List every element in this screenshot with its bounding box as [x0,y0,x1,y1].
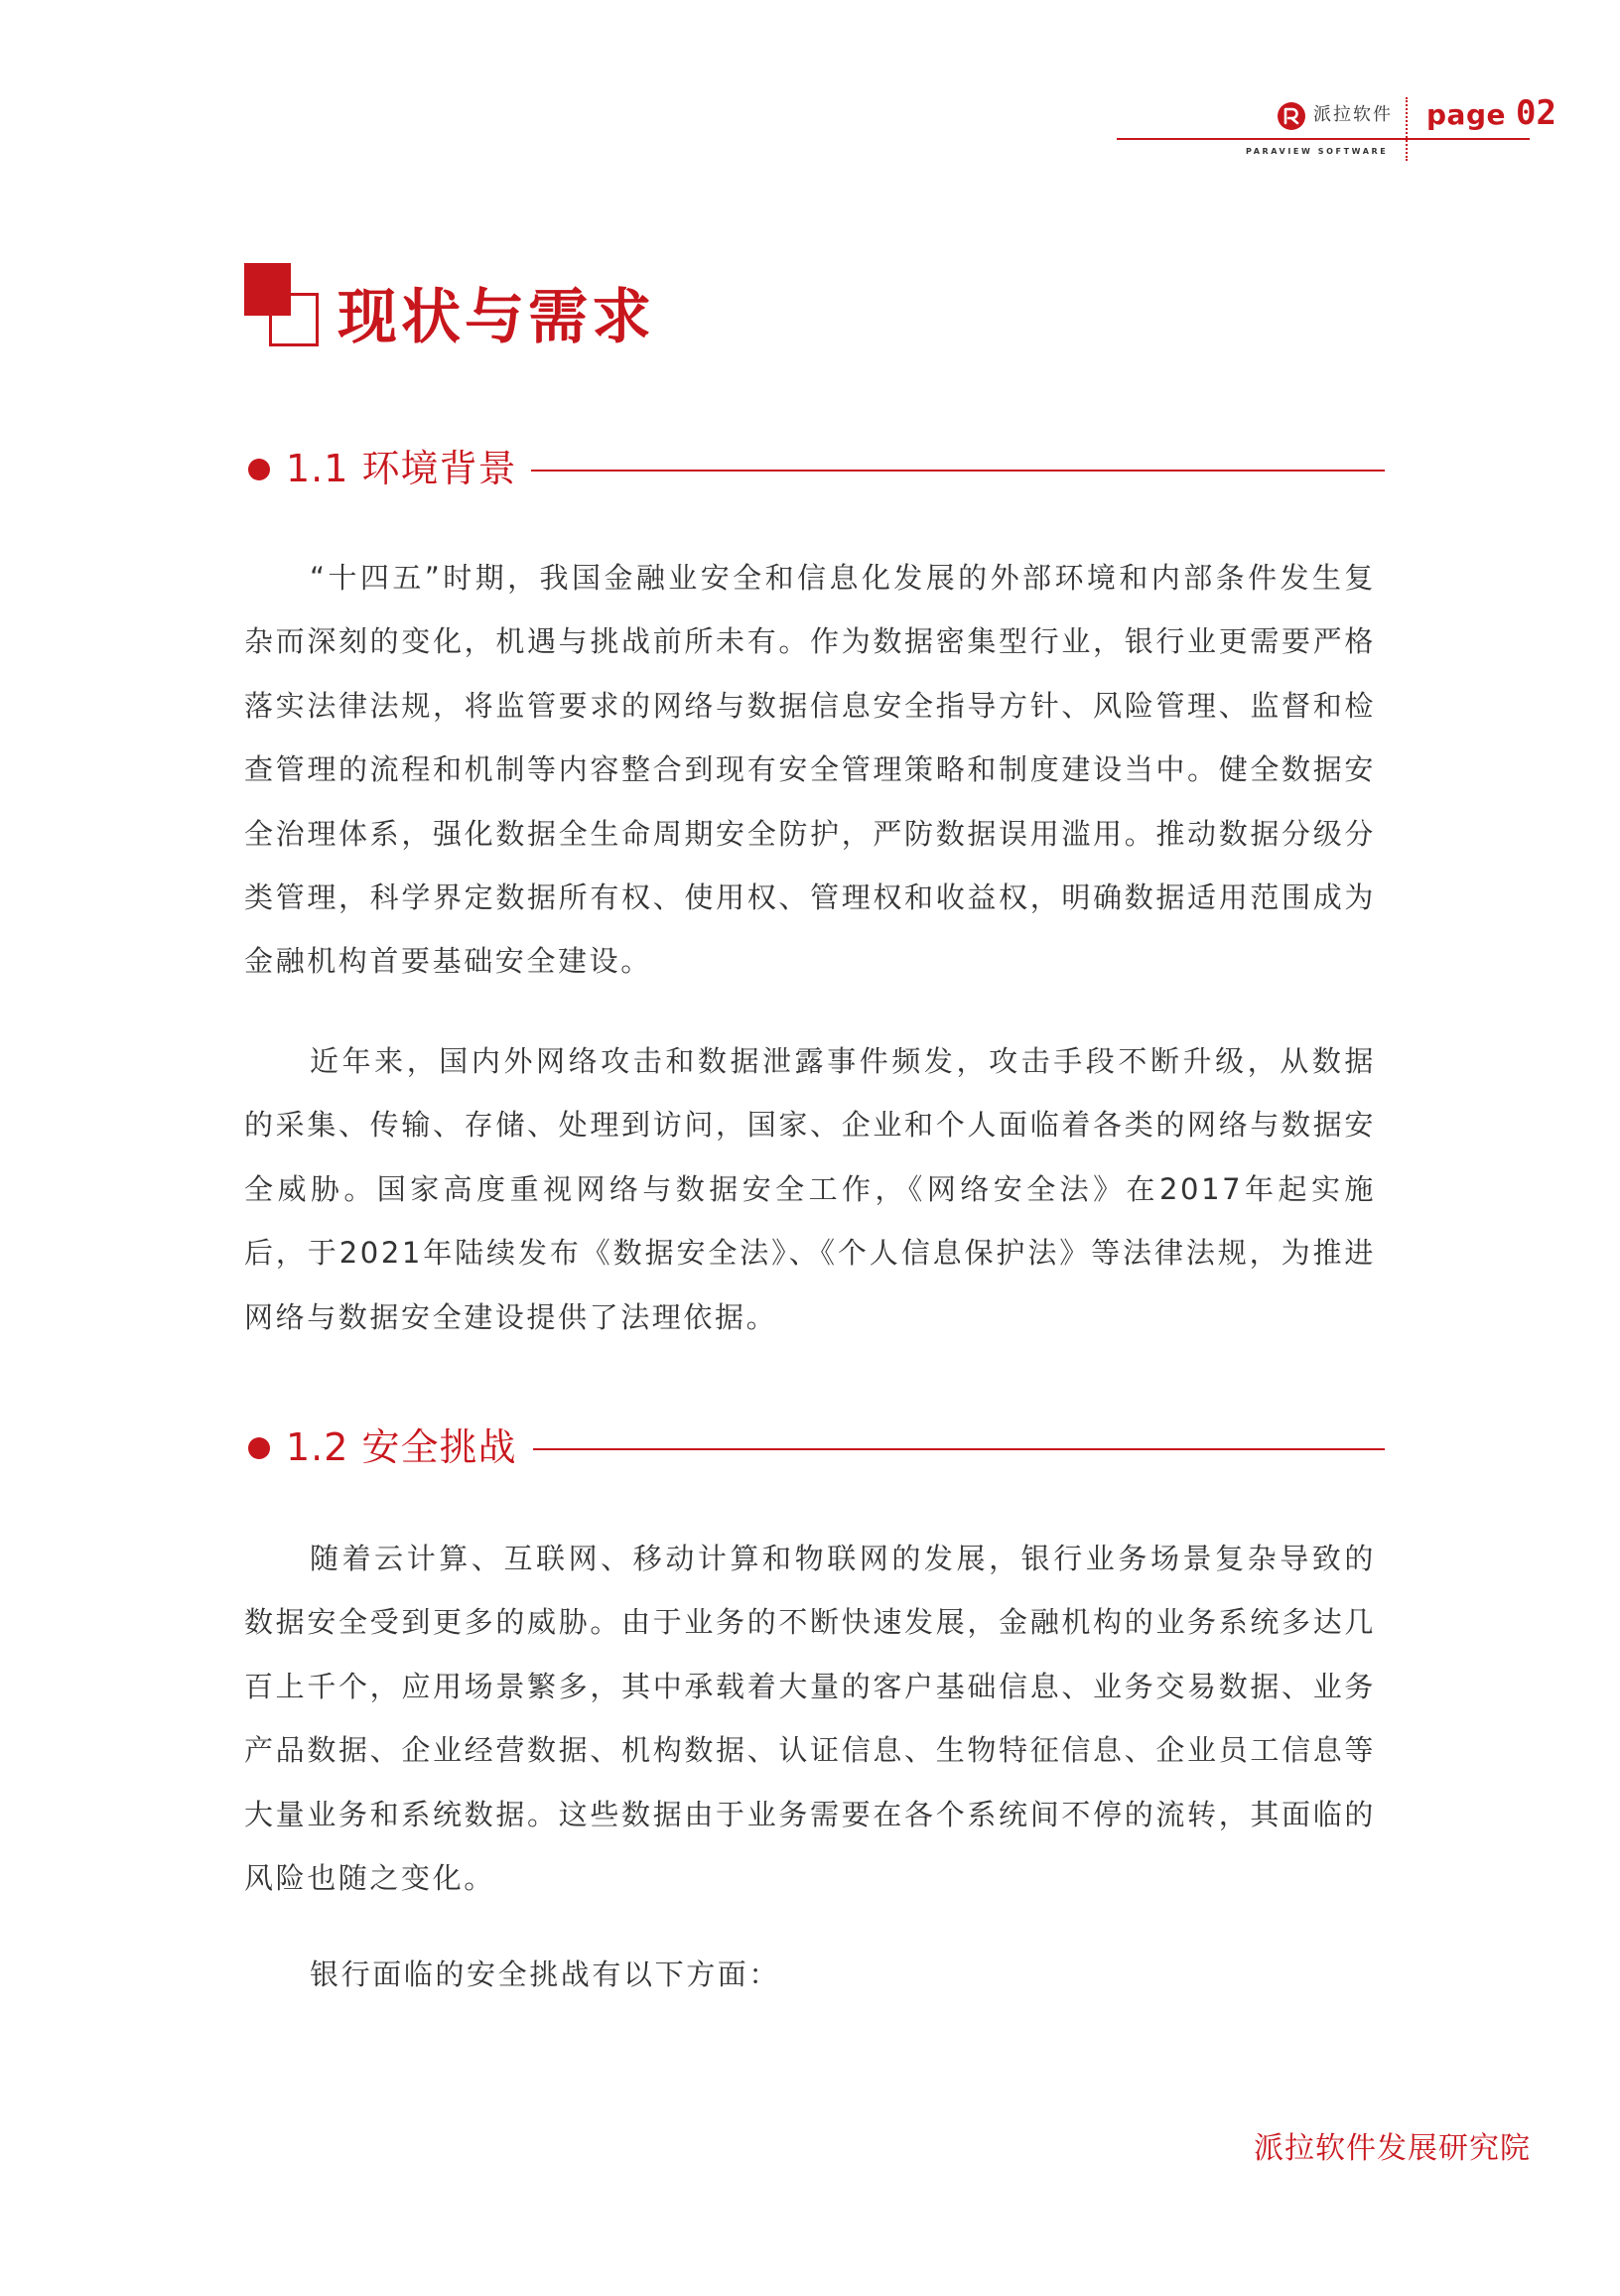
page-indicator [1426,93,1556,133]
chapter-title-marker [244,263,318,348]
paragraph: 近年来，国内外网络攻击和数据泄露事件频发，攻击手段不断升级，从数据的采集、传输、存储、处理到访问，国家、企业和个人面临着各类的网络与数据安全威胁。国家高度重视网络与数据安全工作，《网络安全法》在2017年起实施后，于2021年陆续发布《数据安全法》、《个人信息保护法》等法律法规，为推进网络与数据安全建设提供了法理依据。 [244,1044,1376,1334]
brand-subtitle: PARAVIEW SOFTWARE [1246,147,1389,156]
section-title: 1.2 安全挑战 [286,1425,517,1469]
paragraph: “十四五”时期，我国金融业安全和信息化发展的外部环境和内部条件发生复杂而深刻的变化，机遇与挑战前所未有。作为数据密集型行业，银行业更需要严格落实法律法规，将监管要求的网络与数据信息安全指导方针、风险管理、监督和检查管理的流程和机制等内容整合到现有安全管理策略和制度建设当中。健全数据安全治理体系，强化数据全生命周期安全防护，严防数据误用滥用。推动数据分级分类管理，科学界定数据所有权、使用权、管理权和收益权，明确数据适用范围成为金融机构首要基础安全建设。 [244,561,1376,979]
section-heading-1-1 [248,437,1385,496]
paraview-logo-icon [1277,101,1306,131]
chapter-title: 现状与需求 [338,283,655,352]
header-rule [1117,138,1530,140]
paragraph: 随着云计算、互联网、移动计算和物联网的发展，银行业务场景复杂导致的数据安全受到更多的威胁。由于业务的不断快速发展，金融机构的业务系统多达几百上千个，应用场景繁多，其中承载着大量的客户基础信息、业务交易数据、业务产品数据、企业经营数据、机构数据、认证信息、生物特征信息、企业员工信息等大量业务和系统数据。这些数据由于业务需要在各个系统间不停的流转，其面临的风险也随之变化。 [244,1542,1376,1896]
marker-outline-square [269,293,319,346]
section-rule [533,1448,1385,1450]
page-label: page [1426,98,1506,131]
section-heading-1-2 [248,1416,1385,1475]
page-number: 02 [1515,93,1556,133]
footer-institute: 派拉软件发展研究院 [1254,2131,1531,2166]
brand-name: 派拉软件 [1313,104,1393,125]
header-separator [1406,97,1408,161]
bullet-dot-icon [248,1437,270,1459]
section-title: 1.1 环境背景 [286,447,517,490]
section-rule [531,470,1385,472]
paragraph: 银行面临的安全挑战有以下方面： [310,1958,781,1991]
bullet-dot-icon [248,459,270,480]
